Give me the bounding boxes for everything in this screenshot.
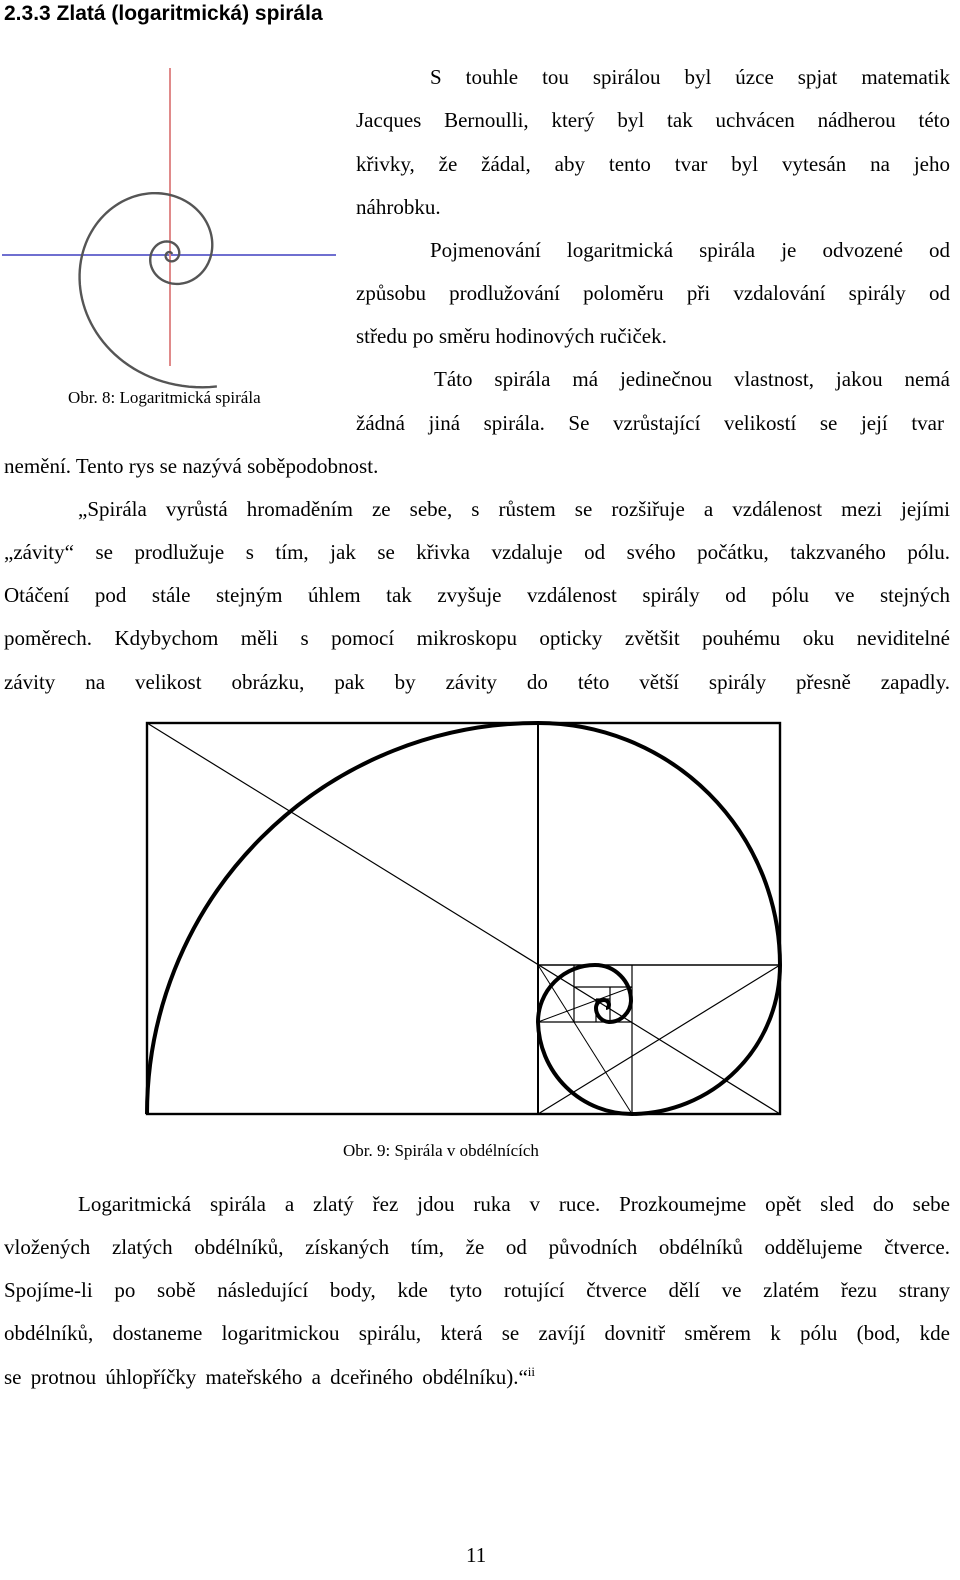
text-line: Jacques Bernoulli, který byl tak uchvácen nádherou této — [356, 108, 950, 132]
golden-rectangles — [147, 723, 780, 1114]
text-line: obdélníků, dostaneme logaritmickou spirálu, která se zavíjí dovnitř směrem k pólu (bod, kde — [4, 1321, 950, 1345]
text-line: středu po směru hodinových ručiček. — [356, 324, 667, 348]
diagonal — [538, 987, 632, 1022]
last-line-text: se protnou úhlopříčky mateřského a dceřiného obdélníku).“ — [4, 1365, 528, 1389]
text-line: křivky, že žádal, aby tento tvar byl vytesán na jeho — [356, 152, 950, 176]
section-heading: 2.3.3 Zlatá (logaritmická) spirála — [4, 2, 323, 25]
text-line: „Spirála vyrůstá hromaděním ze sebe, s růstem se rozšiřuje a vzdálenost mezi jejími — [78, 497, 950, 521]
text-line: náhrobku. — [356, 195, 441, 219]
text-line: Logaritmická spirála a zlatý řez jdou ruka v ruce. Prozkoumejme opět sled do sebe — [78, 1192, 950, 1216]
text-line: vložených zlatých obdélníků, získaných tím, že od původních obdélníků oddělujeme čtverce. — [4, 1235, 950, 1259]
text-line: Spojíme-li po sobě následující body, kde tyto rotující čtverce dělí ve zlatém řezu strany — [4, 1278, 950, 1302]
text-line: závity na velikost obrázku, pak by závity do této větší spirály přesně zapadly. — [4, 670, 950, 694]
figure-9-caption: Obr. 9: Spirála v obdélnících — [343, 1141, 539, 1160]
diagonal — [147, 723, 780, 1114]
text-line: Pojmenování logaritmická spirála je odvozené od — [430, 238, 950, 262]
footnote-marker[interactable]: ii — [527, 1364, 535, 1379]
text-line: žádná jiná spirála. Se vzrůstající velikostí se její tvar — [356, 411, 944, 435]
text-line: nemění. Tento rys se nazývá soběpodobnost. — [4, 454, 379, 478]
figure-8-caption: Obr. 8: Logaritmická spirála — [68, 388, 261, 407]
text-line-last — [4, 1356, 535, 1399]
text-line: způsobu prodlužování poloměru při vzdalování spirály od — [356, 281, 950, 305]
text-line: poměrech. Kdybychom měli s pomocí mikroskopu opticky zvětšit pouhému oku neviditelné — [4, 626, 950, 650]
text-line: S touhle tou spirálou byl úzce spjat matematik — [430, 65, 950, 89]
text-line: Otáčení pod stále stejným úhlem tak zvyšuje vzdálenost spirály od pólu ve stejných — [4, 583, 950, 607]
text-line: Táto spirála má jedinečnou vlastnost, jakou nemá — [434, 367, 950, 391]
text-line: „závity“ se prodlužuje s tím, jak se křivka vzdaluje od svého počátku, takzvaného pólu. — [4, 540, 950, 564]
page-number: 11 — [466, 1543, 487, 1567]
